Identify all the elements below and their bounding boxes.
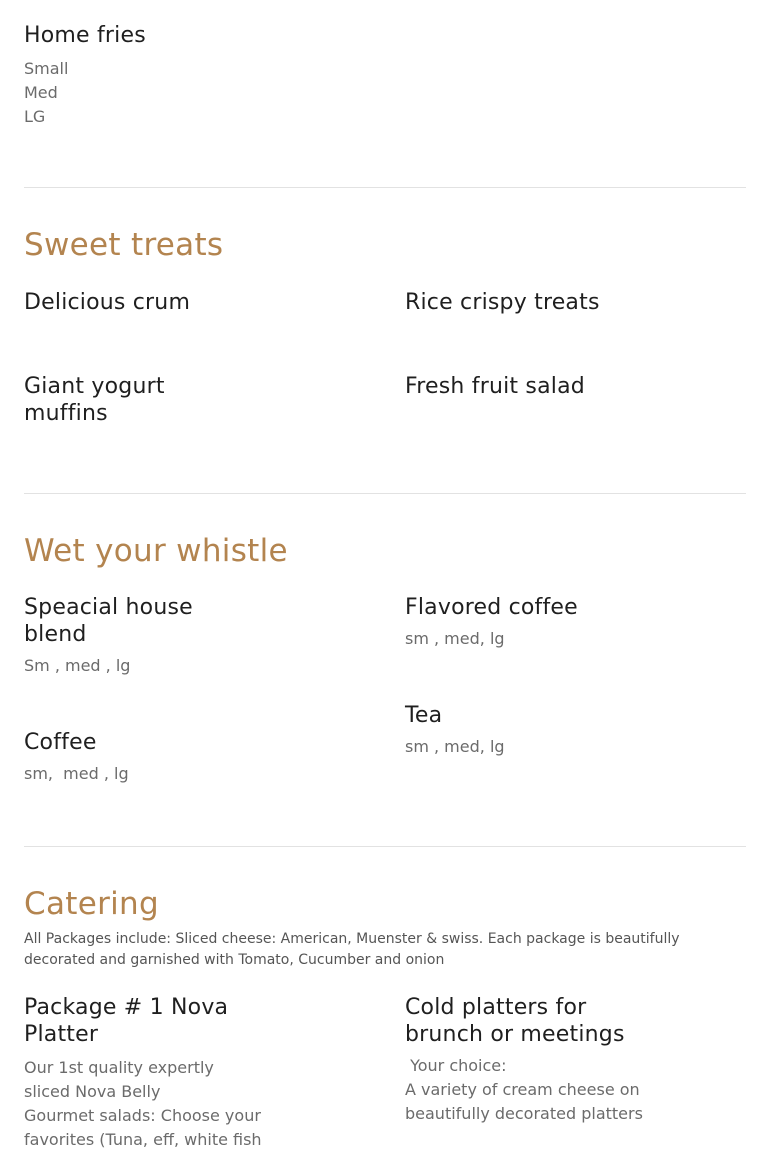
- item-desc: [405, 1054, 650, 1126]
- menu-item: [24, 373, 224, 427]
- item-title: Flavored coffee: [405, 595, 578, 620]
- item-title: Speacial house blend: [24, 595, 193, 647]
- menu-item: [24, 729, 274, 786]
- item-title: Giant yogurt muffins: [24, 374, 165, 426]
- menu-item-home-fries: [24, 22, 274, 129]
- item-desc: [24, 1056, 264, 1152]
- item-title: Cold platters for brunch or meetings: [405, 995, 625, 1047]
- menu-item: [405, 289, 655, 316]
- desc-line: Our 1st quality expertly sliced Nova Belly: [24, 1058, 214, 1101]
- item-desc: Sm , med , lg: [24, 656, 131, 675]
- item-sizes: [24, 57, 274, 129]
- section-divider: [24, 493, 746, 494]
- item-desc: sm, med , lg: [24, 764, 129, 783]
- section-divider: [24, 846, 746, 847]
- menu-item: [405, 594, 655, 651]
- menu-item: [405, 994, 650, 1126]
- item-title: Package # 1 Nova Platter: [24, 995, 229, 1047]
- size-label: LG: [24, 107, 46, 126]
- size-label: Small: [24, 59, 69, 78]
- item-desc: sm , med, lg: [405, 629, 505, 648]
- desc-line: A variety of cream cheese on beautifully decorated platters: [405, 1080, 643, 1123]
- section-title-catering: Catering: [24, 886, 159, 922]
- menu-item: [24, 594, 244, 678]
- section-divider: [24, 187, 746, 188]
- item-title: Coffee: [24, 730, 97, 755]
- section-title-sweet-treats: Sweet treats: [24, 227, 224, 263]
- item-title: Rice crispy treats: [405, 290, 600, 315]
- menu-item: [24, 289, 274, 316]
- menu-item: [405, 702, 655, 759]
- catering-note: All Packages include: Sliced cheese: American, Muenster & swiss. Each package is beautifully decorated and garnished with Tomato, Cucumber and onion: [24, 931, 680, 968]
- desc-line: Your choice:: [405, 1056, 507, 1075]
- size-label: Med: [24, 83, 58, 102]
- item-desc: sm , med, lg: [405, 737, 505, 756]
- item-title: Home fries: [24, 23, 146, 48]
- desc-line: Gourmet salads: Choose your favorites (Tuna, eff, white fish: [24, 1106, 262, 1149]
- item-title: Fresh fruit salad: [405, 374, 585, 399]
- section-title-wet-your-whistle: Wet your whistle: [24, 533, 288, 569]
- item-title: Delicious crum: [24, 290, 191, 315]
- menu-item: [24, 994, 264, 1152]
- menu-item: [405, 373, 655, 400]
- item-title: Tea: [405, 703, 443, 728]
